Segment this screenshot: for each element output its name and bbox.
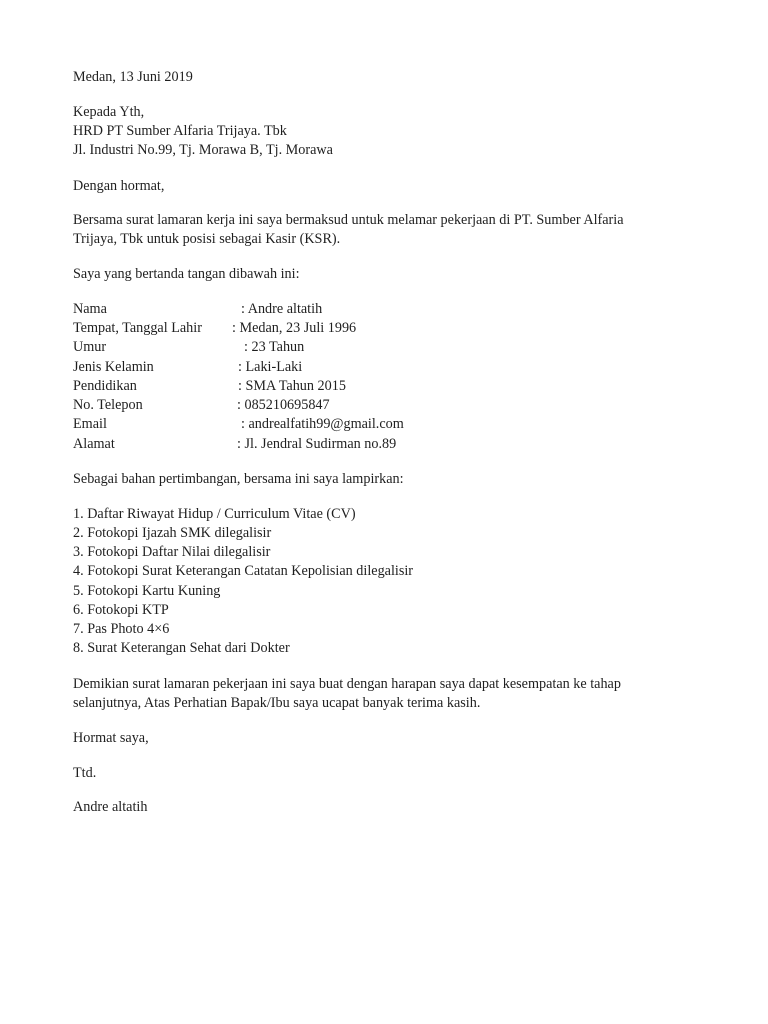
list-item: 6. Fotokopi KTP [73, 602, 169, 618]
intro-paragraph-line-1: Bersama surat lamaran kerja ini saya bermaksud untuk melamar pekerjaan di PT. Sumber Alfaria [73, 212, 624, 228]
list-item: 3. Fotokopi Daftar Nilai dilegalisir [73, 544, 271, 560]
detail-value-gender: : Laki-Laki [238, 359, 303, 375]
detail-value-age: : 23 Tahun [244, 339, 305, 355]
letter-date: Medan, 13 Juni 2019 [73, 69, 193, 85]
list-item: 8. Surat Keterangan Sehat dari Dokter [73, 640, 290, 656]
list-item: 2. Fotokopi Ijazah SMK dilegalisir [73, 525, 272, 541]
recipient-address: Jl. Industri No.99, Tj. Morawa B, Tj. Morawa [73, 142, 333, 158]
detail-label-age: Umur [73, 339, 107, 355]
detail-value-name: : Andre altatih [241, 301, 323, 317]
list-item: 7. Pas Photo 4×6 [73, 621, 170, 637]
detail-label-email: Email [73, 416, 107, 432]
detail-label-name: Nama [73, 301, 107, 317]
detail-label-gender: Jenis Kelamin [73, 359, 154, 375]
list-item: 4. Fotokopi Surat Keterangan Catatan Kepolisian dilegalisir [73, 563, 414, 579]
closing-paragraph-line-2: selanjutnya, Atas Perhatian Bapak/Ibu saya ucapat banyak terima kasih. [73, 695, 481, 711]
intro-paragraph-line-2: Trijaya, Tbk untuk posisi sebagai Kasir (KSR). [73, 231, 341, 247]
attachments-intro: Sebagai bahan pertimbangan, bersama ini saya lampirkan: [73, 471, 404, 487]
detail-label-education: Pendidikan [73, 378, 137, 394]
detail-value-email: : andrealfatih99@gmail.com [241, 416, 404, 432]
detail-label-phone: No. Telepon [73, 397, 143, 413]
salutation: Dengan hormat, [73, 178, 165, 194]
detail-value-birth: : Medan, 23 Juli 1996 [232, 320, 357, 336]
list-item: 1. Daftar Riwayat Hidup / Curriculum Vitae (CV) [73, 506, 356, 522]
regards: Hormat saya, [73, 730, 149, 746]
recipient-company: HRD PT Sumber Alfaria Trijaya. Tbk [73, 123, 287, 139]
undersigned-statement: Saya yang bertanda tangan dibawah ini: [73, 266, 300, 282]
detail-label-birth: Tempat, Tanggal Lahir [73, 320, 202, 336]
signature-mark: Ttd. [73, 765, 97, 781]
detail-value-phone: : 085210695847 [237, 397, 330, 413]
detail-value-education: : SMA Tahun 2015 [238, 378, 346, 394]
closing-paragraph-line-1: Demikian surat lamaran pekerjaan ini saya buat dengan harapan saya dapat kesempatan ke tahap [73, 676, 621, 692]
list-item: 5. Fotokopi Kartu Kuning [73, 583, 221, 599]
detail-label-address: Alamat [73, 436, 115, 452]
recipient-greeting: Kepada Yth, [73, 104, 145, 120]
detail-value-address: : Jl. Jendral Sudirman no.89 [237, 436, 397, 452]
signer-name: Andre altatih [73, 799, 148, 815]
